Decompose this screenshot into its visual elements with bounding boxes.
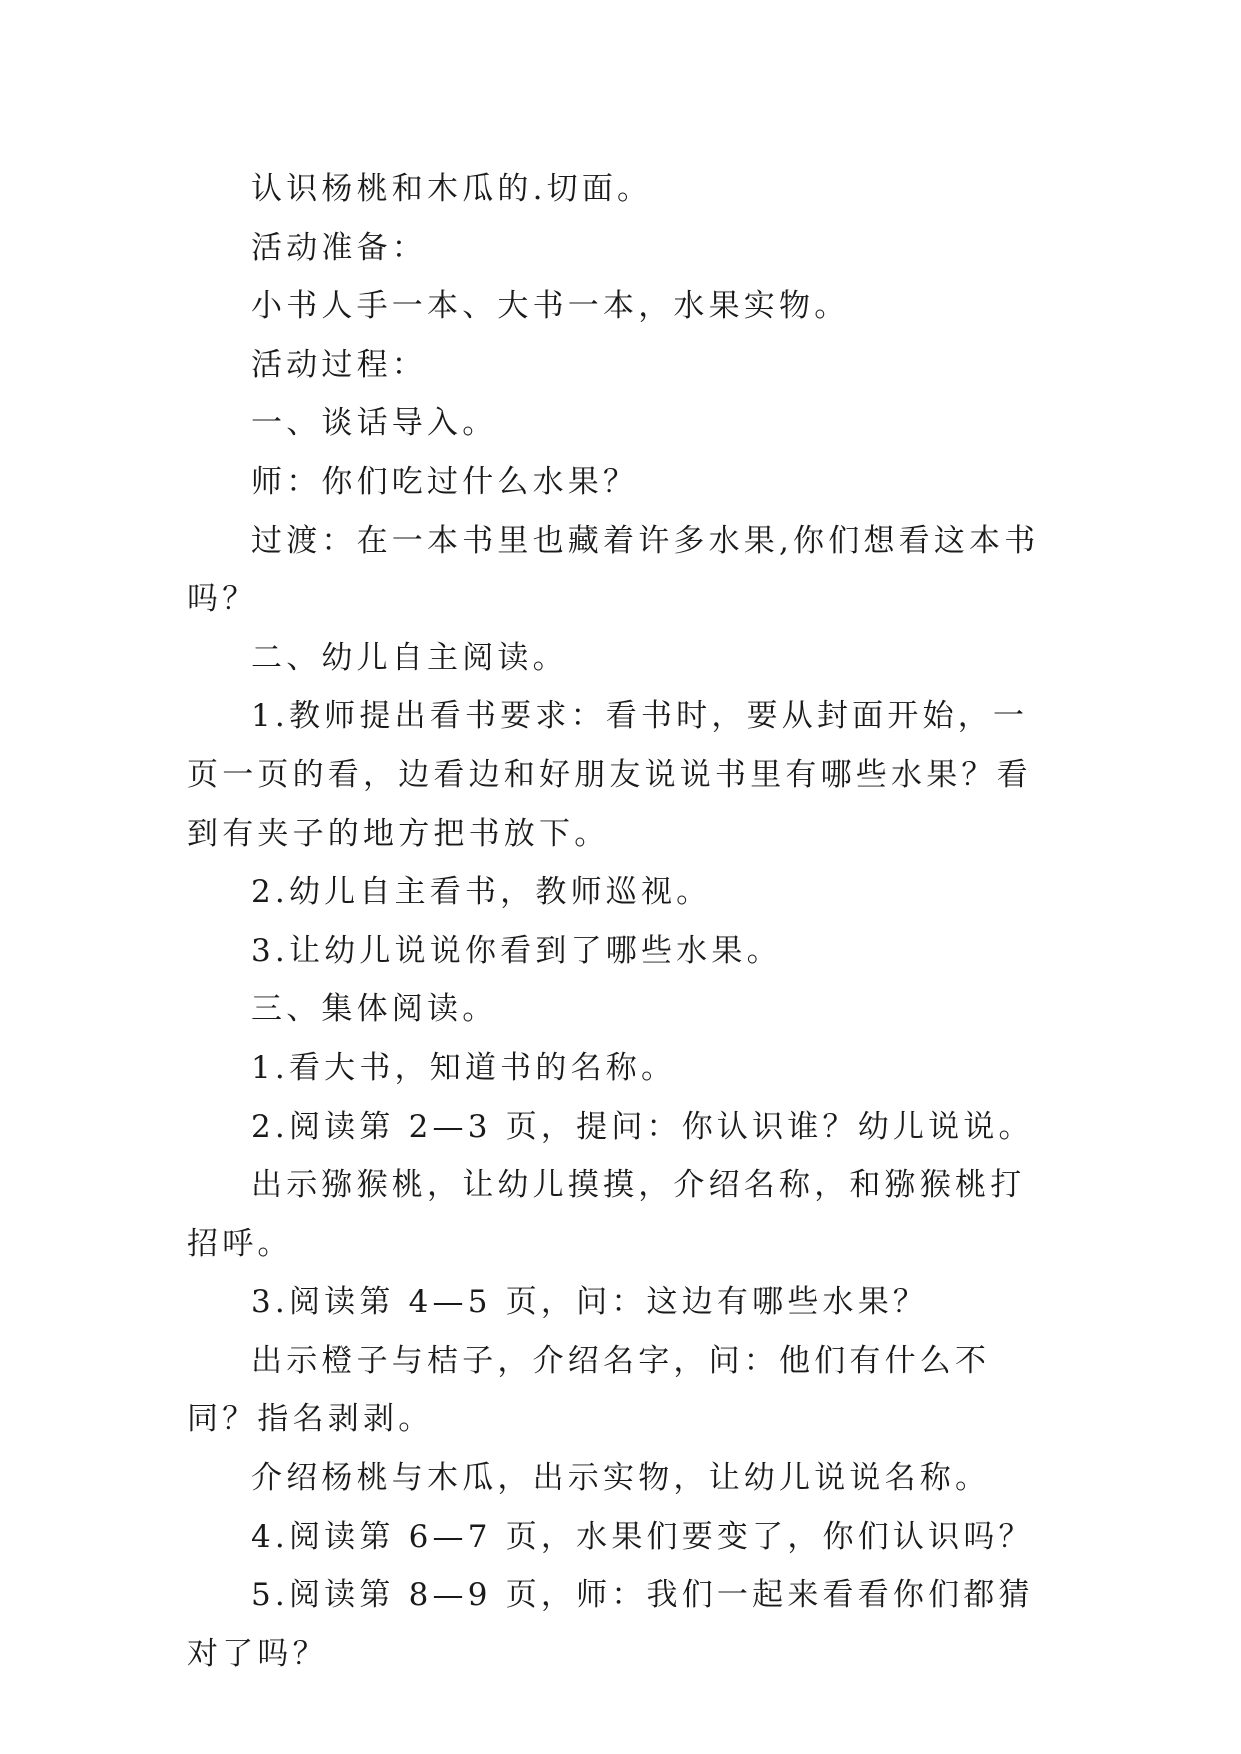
paragraph: 小书人手一本、大书一本，水果实物。 (251, 288, 850, 325)
step-heading: 三、集体阅读。 (251, 991, 498, 1028)
paragraph: 出示橙子与桔子，介绍名字，问：他们有什么不同？指名剥剥。 (187, 1342, 991, 1438)
list-item: 4.阅读第 6—7 页，水果们要变了，你们认识吗？ (251, 1518, 1034, 1555)
list-item: 3.让幼儿说说你看到了哪些水果。 (251, 932, 782, 969)
section-heading: 活动准备： (251, 229, 427, 266)
paragraph: 师：你们吃过什么水果？ (251, 463, 639, 500)
paragraph: 介绍杨桃与木瓜，出示实物，让幼儿说说名称。 (251, 1460, 991, 1497)
list-item: 3.阅读第 4—5 页，问：这边有哪些水果？ (251, 1284, 929, 1321)
paragraph: 认识杨桃和木瓜的.切面。 (251, 171, 653, 207)
section-heading: 活动过程： (251, 346, 427, 383)
list-item: 2.幼儿自主看书，教师巡视。 (251, 874, 712, 911)
paragraph: 过渡：在一本书里也藏着许多水果,你们想看这本书吗？ (187, 522, 1040, 618)
list-item: 1.教师提出看书要求：看书时，要从封面开始，一页一页的看，边看边和好朋友说说书里有哪些水果？看到有夹子的地方把书放下。 (187, 698, 1032, 852)
step-heading: 二、幼儿自主阅读。 (251, 639, 568, 676)
document-body (187, 160, 1057, 1683)
list-item: 1.看大书，知道书的名称。 (251, 1049, 677, 1086)
step-heading: 一、谈话导入。 (251, 405, 498, 442)
paragraph: 出示猕猴桃，让幼儿摸摸，介绍名称，和猕猴桃打招呼。 (187, 1167, 1026, 1262)
list-item: 2.阅读第 2—3 页，提问：你认识谁？幼儿说说。 (251, 1108, 1034, 1145)
list-item: 5.阅读第 8—9 页，师：我们一起来看看你们都猜对了吗？ (187, 1577, 1034, 1672)
